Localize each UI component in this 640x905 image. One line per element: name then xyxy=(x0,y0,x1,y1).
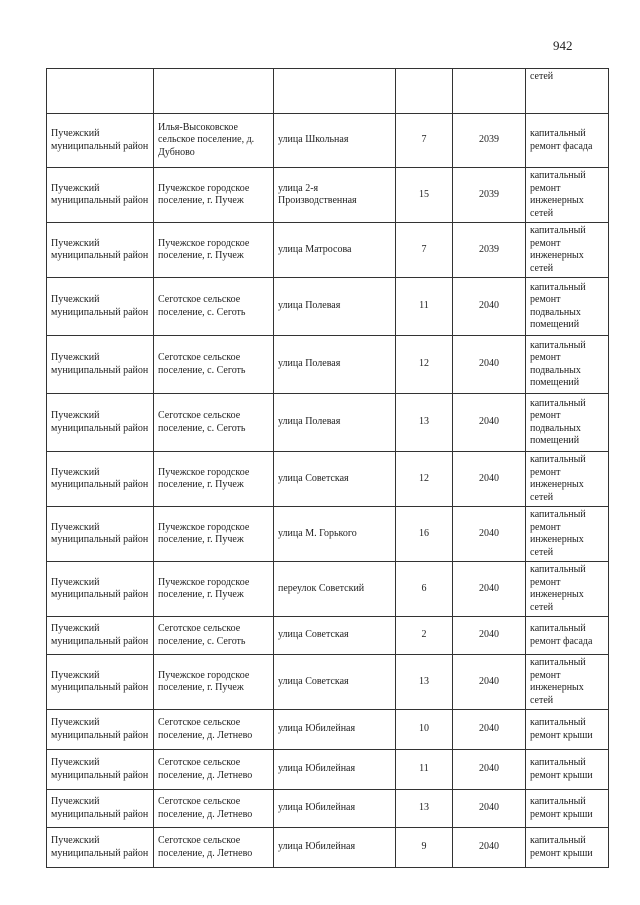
year-cell: 2040 xyxy=(453,655,526,710)
house-cell: 12 xyxy=(396,336,453,394)
work-cell: капитальный ремонт фасада xyxy=(526,617,609,655)
settlement-cell: Пучежское городское поселение, г. Пучеж xyxy=(154,562,274,617)
settlement-cell: Пучежское городское поселение, г. Пучеж xyxy=(154,452,274,507)
table-row xyxy=(47,223,609,278)
district-cell: Пучежский муниципальный район xyxy=(47,168,154,223)
settlement-cell: Илья-Высоковское сельское поселение, д. Дубново xyxy=(154,114,274,168)
settlement-cell: Сеготское сельское поселение, с. Сеготь xyxy=(154,278,274,336)
work-cell: капитальный ремонт крыши xyxy=(526,828,609,868)
house-cell xyxy=(396,69,453,114)
table-row xyxy=(47,750,609,790)
table-row xyxy=(47,617,609,655)
street-cell: улица Юбилейная xyxy=(274,828,396,868)
street-cell: переулок Советский xyxy=(274,562,396,617)
settlement-cell: Пучежское городское поселение, г. Пучеж xyxy=(154,168,274,223)
settlement-cell: Пучежское городское поселение, г. Пучеж xyxy=(154,507,274,562)
house-cell: 16 xyxy=(396,507,453,562)
settlement-cell: Сеготское сельское поселение, д. Летнево xyxy=(154,710,274,750)
settlement-cell: Пучежское городское поселение, г. Пучеж xyxy=(154,655,274,710)
table-row xyxy=(47,394,609,452)
house-cell: 2 xyxy=(396,617,453,655)
district-cell: Пучежский муниципальный район xyxy=(47,114,154,168)
street-cell: улица Полевая xyxy=(274,278,396,336)
district-cell: Пучежский муниципальный район xyxy=(47,655,154,710)
house-cell: 10 xyxy=(396,710,453,750)
table-body xyxy=(47,69,609,868)
year-cell: 2040 xyxy=(453,452,526,507)
year-cell: 2039 xyxy=(453,168,526,223)
year-cell: 2040 xyxy=(453,336,526,394)
year-cell: 2040 xyxy=(453,278,526,336)
house-cell: 7 xyxy=(396,223,453,278)
year-cell xyxy=(453,69,526,114)
district-cell: Пучежский муниципальный район xyxy=(47,562,154,617)
house-cell: 9 xyxy=(396,828,453,868)
table-row xyxy=(47,655,609,710)
page-number: 942 xyxy=(553,38,573,53)
year-cell: 2040 xyxy=(453,617,526,655)
work-cell: капитальный ремонт подвальных помещений xyxy=(526,336,609,394)
year-cell: 2040 xyxy=(453,790,526,828)
street-cell: улица Советская xyxy=(274,452,396,507)
settlement-cell xyxy=(154,69,274,114)
street-cell: улица Полевая xyxy=(274,394,396,452)
district-cell: Пучежский муниципальный район xyxy=(47,828,154,868)
district-cell: Пучежский муниципальный район xyxy=(47,617,154,655)
settlement-cell: Сеготское сельское поселение, д. Летнево xyxy=(154,750,274,790)
street-cell: улица Юбилейная xyxy=(274,750,396,790)
work-cell: капитальный ремонт подвальных помещений xyxy=(526,394,609,452)
street-cell: улица Советская xyxy=(274,655,396,710)
district-cell: Пучежский муниципальный район xyxy=(47,710,154,750)
table-row xyxy=(47,336,609,394)
street-cell: улица Матросова xyxy=(274,223,396,278)
year-cell: 2040 xyxy=(453,710,526,750)
house-cell: 12 xyxy=(396,452,453,507)
table-row xyxy=(47,168,609,223)
street-cell: улица Советская xyxy=(274,617,396,655)
table-row xyxy=(47,278,609,336)
work-cell: сетей xyxy=(526,69,609,114)
table-row xyxy=(47,507,609,562)
street-cell: улица Полевая xyxy=(274,336,396,394)
work-cell: капитальный ремонт инженерных сетей xyxy=(526,562,609,617)
district-cell: Пучежский муниципальный район xyxy=(47,452,154,507)
house-cell: 11 xyxy=(396,278,453,336)
year-cell: 2040 xyxy=(453,394,526,452)
settlement-cell: Пучежское городское поселение, г. Пучеж xyxy=(154,223,274,278)
table-row xyxy=(47,114,609,168)
settlement-cell: Сеготское сельское поселение, д. Летнево xyxy=(154,828,274,868)
street-cell: улица Юбилейная xyxy=(274,790,396,828)
settlement-cell: Сеготское сельское поселение, с. Сеготь xyxy=(154,394,274,452)
table-row xyxy=(47,790,609,828)
district-cell: Пучежский муниципальный район xyxy=(47,278,154,336)
street-cell: улица М. Горького xyxy=(274,507,396,562)
table-row xyxy=(47,452,609,507)
year-cell: 2040 xyxy=(453,750,526,790)
work-cell: капитальный ремонт крыши xyxy=(526,710,609,750)
street-cell: улица Школьная xyxy=(274,114,396,168)
year-cell: 2040 xyxy=(453,562,526,617)
house-cell: 13 xyxy=(396,655,453,710)
house-cell: 11 xyxy=(396,750,453,790)
table-row-continuation xyxy=(47,69,609,114)
settlement-cell: Сеготское сельское поселение, д. Летнево xyxy=(154,790,274,828)
district-cell: Пучежский муниципальный район xyxy=(47,336,154,394)
house-cell: 13 xyxy=(396,394,453,452)
table-row xyxy=(47,710,609,750)
work-cell: капитальный ремонт крыши xyxy=(526,750,609,790)
work-cell: капитальный ремонт инженерных сетей xyxy=(526,507,609,562)
district-cell: Пучежский муниципальный район xyxy=(47,223,154,278)
work-cell: капитальный ремонт подвальных помещений xyxy=(526,278,609,336)
work-cell: капитальный ремонт инженерных сетей xyxy=(526,655,609,710)
district-cell: Пучежский муниципальный район xyxy=(47,790,154,828)
year-cell: 2039 xyxy=(453,114,526,168)
year-cell: 2040 xyxy=(453,828,526,868)
street-cell: улица Юбилейная xyxy=(274,710,396,750)
work-cell: капитальный ремонт фасада xyxy=(526,114,609,168)
repair-schedule-table xyxy=(46,68,609,868)
table-row xyxy=(47,828,609,868)
work-cell: капитальный ремонт крыши xyxy=(526,790,609,828)
year-cell: 2039 xyxy=(453,223,526,278)
district-cell: Пучежский муниципальный район xyxy=(47,394,154,452)
street-cell xyxy=(274,69,396,114)
settlement-cell: Сеготское сельское поселение, с. Сеготь xyxy=(154,617,274,655)
year-cell: 2040 xyxy=(453,507,526,562)
district-cell: Пучежский муниципальный район xyxy=(47,507,154,562)
settlement-cell: Сеготское сельское поселение, с. Сеготь xyxy=(154,336,274,394)
house-cell: 13 xyxy=(396,790,453,828)
house-cell: 6 xyxy=(396,562,453,617)
district-cell: Пучежский муниципальный район xyxy=(47,750,154,790)
work-cell: капитальный ремонт инженерных сетей xyxy=(526,223,609,278)
street-cell: улица 2-я Производственная xyxy=(274,168,396,223)
work-cell: капитальный ремонт инженерных сетей xyxy=(526,168,609,223)
house-cell: 15 xyxy=(396,168,453,223)
district-cell xyxy=(47,69,154,114)
work-cell: капитальный ремонт инженерных сетей xyxy=(526,452,609,507)
house-cell: 7 xyxy=(396,114,453,168)
table-row xyxy=(47,562,609,617)
